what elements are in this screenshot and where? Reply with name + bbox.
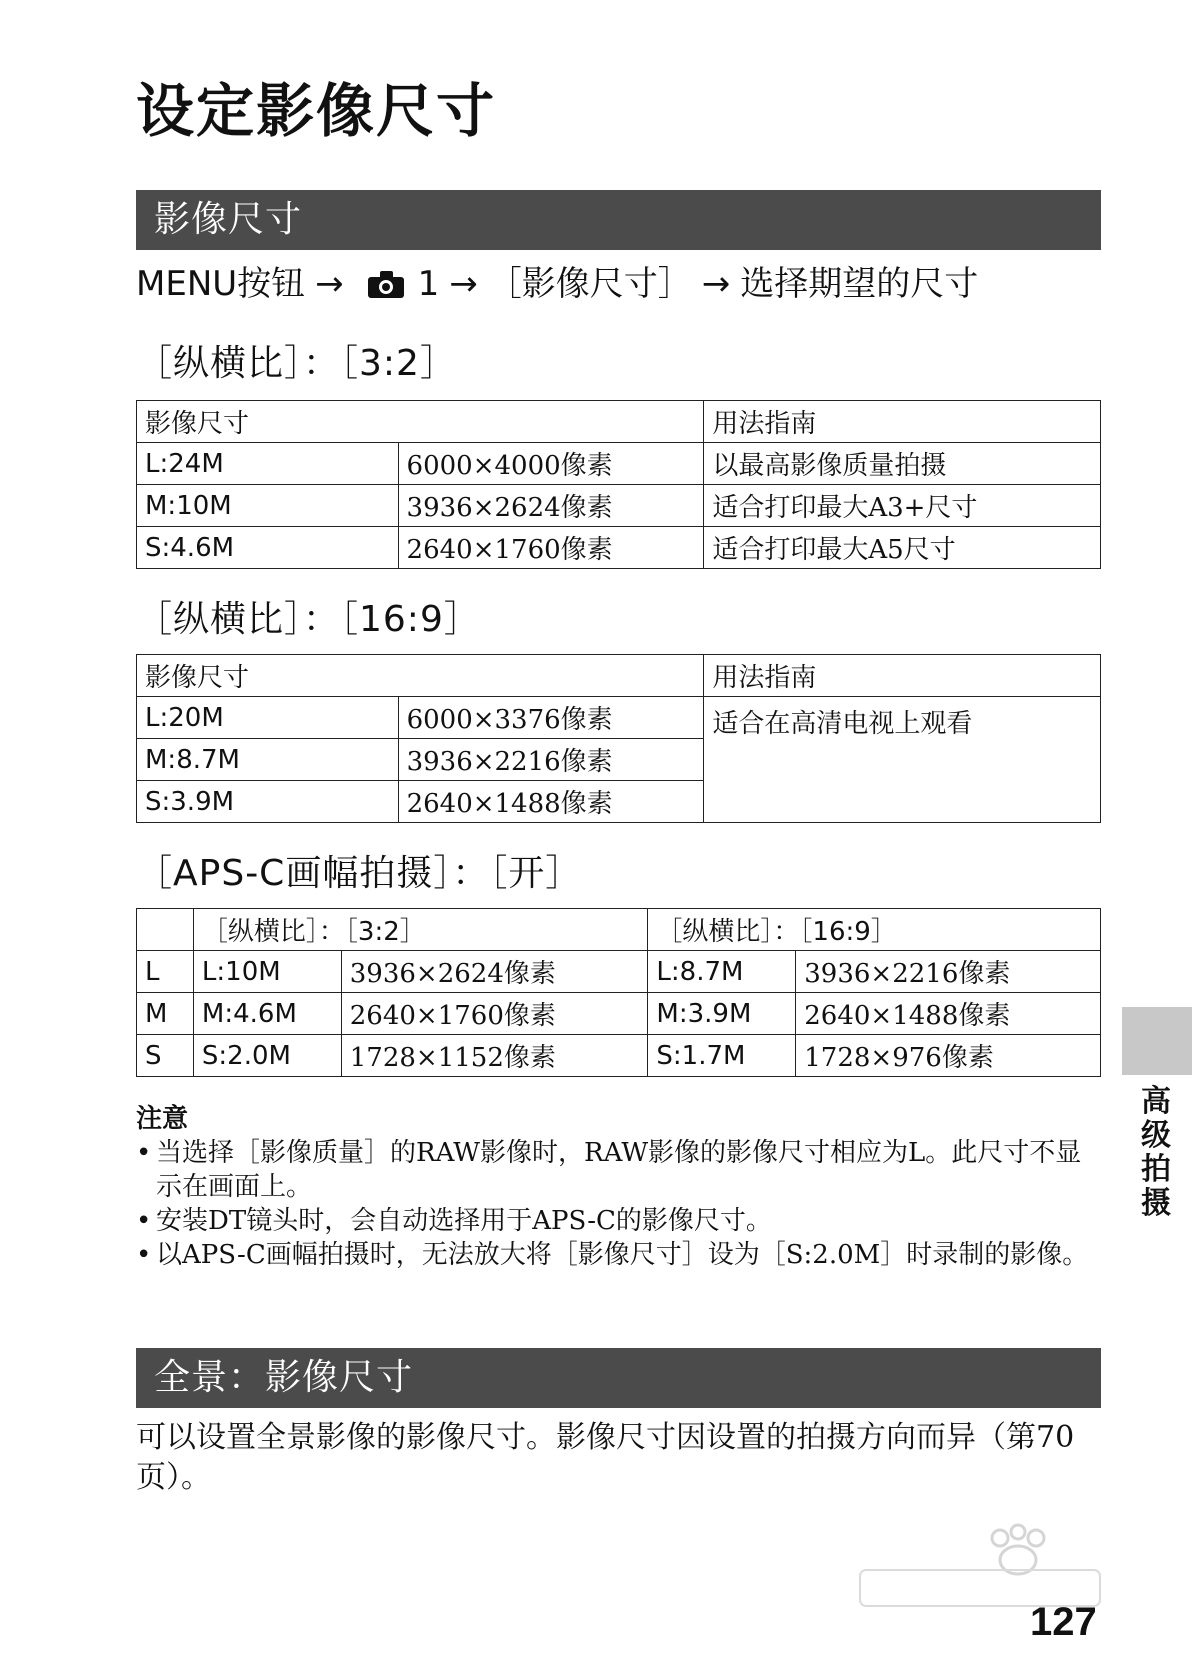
apsc-label: ［APS-C画幅拍摄］：［开］ bbox=[136, 853, 583, 894]
note-item: • 当选择［影像质量］的RAW影像时，RAW影像的影像尺寸相应为L。此尺寸不显示在画面上。 bbox=[136, 1136, 1096, 1204]
arrow-right-icon: → bbox=[315, 264, 344, 304]
side-tab-char: 级 bbox=[1141, 1118, 1171, 1153]
note-item: • 以APS-C画幅拍摄时，无法放大将［影像尺寸］设为［S:2.0M］时录制的影像。 bbox=[136, 1238, 1096, 1272]
menu-button-text: MENU按钮 bbox=[136, 264, 306, 304]
size-cell: M:10M bbox=[137, 485, 399, 527]
aspect-3-2-label: ［纵横比］：［3:2］ bbox=[136, 343, 457, 384]
camera-icon bbox=[368, 270, 404, 298]
side-tab-char: 摄 bbox=[1141, 1186, 1171, 1221]
usage-cell: 适合打印最大A5尺寸 bbox=[704, 527, 1101, 569]
usage-cell: 适合在高清电视上观看 bbox=[704, 697, 1101, 823]
pixels-cell: 1728×976像素 bbox=[796, 1035, 1101, 1077]
arrow-right-icon: → bbox=[449, 264, 478, 304]
header-image-size: 影像尺寸 bbox=[137, 401, 704, 443]
usage-cell: 以最高影像质量拍摄 bbox=[704, 443, 1101, 485]
table-row bbox=[137, 527, 1101, 569]
menu-page-number: 1 bbox=[417, 264, 440, 304]
menu-item-image-size: ［影像尺寸］ bbox=[487, 264, 692, 304]
page-number: 127 bbox=[1030, 1600, 1097, 1644]
aspect-3-2-table bbox=[136, 400, 1101, 569]
table-header-row bbox=[137, 909, 1101, 951]
pixels-cell: 2640×1488像素 bbox=[796, 993, 1101, 1035]
header-aspect-16-9: ［纵横比］：［16:9］ bbox=[648, 909, 1101, 951]
header-usage-guide: 用法指南 bbox=[704, 401, 1101, 443]
size-cell: S:1.7M bbox=[648, 1035, 796, 1077]
menu-action-text: 选择期望的尺寸 bbox=[740, 264, 979, 304]
pixels-cell: 2640×1760像素 bbox=[398, 527, 704, 569]
table-header-row bbox=[137, 401, 1101, 443]
pixels-cell: 3936×2624像素 bbox=[341, 951, 648, 993]
size-cell: S:2.0M bbox=[193, 1035, 341, 1077]
pixels-cell: 2640×1760像素 bbox=[341, 993, 648, 1035]
pixels-cell: 3936×2216像素 bbox=[796, 951, 1101, 993]
aspect-16-9-table bbox=[136, 654, 1101, 823]
pixels-cell: 1728×1152像素 bbox=[341, 1035, 648, 1077]
apsc-table bbox=[136, 908, 1101, 1077]
size-cell: L:8.7M bbox=[648, 951, 796, 993]
size-cell: L:20M bbox=[137, 697, 399, 739]
size-key-cell: L bbox=[137, 951, 194, 993]
size-key-cell: S bbox=[137, 1035, 194, 1077]
side-tab-char: 高 bbox=[1141, 1084, 1171, 1119]
pixels-cell: 2640×1488像素 bbox=[398, 781, 704, 823]
pixels-cell: 6000×4000像素 bbox=[398, 443, 704, 485]
header-usage-guide: 用法指南 bbox=[704, 655, 1101, 697]
pixels-cell: 3936×2216像素 bbox=[398, 739, 704, 781]
usage-cell: 适合打印最大A3+尺寸 bbox=[704, 485, 1101, 527]
table-row bbox=[137, 697, 1101, 739]
size-cell: L:10M bbox=[193, 951, 341, 993]
header-image-size: 影像尺寸 bbox=[137, 655, 704, 697]
size-cell: L:24M bbox=[137, 443, 399, 485]
size-cell: M:8.7M bbox=[137, 739, 399, 781]
notes-block bbox=[136, 1102, 1096, 1272]
side-tab-marker bbox=[1122, 1007, 1192, 1075]
empty-header-cell bbox=[137, 909, 194, 951]
side-tab-label bbox=[1126, 1085, 1186, 1221]
aspect-16-9-label: ［纵横比］：［16:9］ bbox=[136, 599, 481, 640]
menu-path bbox=[136, 262, 978, 306]
size-cell: M:4.6M bbox=[193, 993, 341, 1035]
table-row bbox=[137, 993, 1101, 1035]
side-tab-char: 拍 bbox=[1141, 1152, 1171, 1187]
table-row bbox=[137, 443, 1101, 485]
header-aspect-3-2: ［纵横比］：［3:2］ bbox=[193, 909, 648, 951]
page-title: 设定影像尺寸 bbox=[136, 77, 497, 145]
notes-title: 注意 bbox=[136, 1104, 189, 1134]
arrow-right-icon: → bbox=[701, 264, 731, 304]
section-heading-image-size: 影像尺寸 bbox=[136, 190, 1101, 250]
table-row bbox=[137, 951, 1101, 993]
note-item: • 安装DT镜头时，会自动选择用于APS-C的影像尺寸。 bbox=[136, 1204, 1096, 1238]
table-row bbox=[137, 1035, 1101, 1077]
size-cell: M:3.9M bbox=[648, 993, 796, 1035]
table-header-row bbox=[137, 655, 1101, 697]
pixels-cell: 6000×3376像素 bbox=[398, 697, 704, 739]
section-heading-panorama: 全景：影像尺寸 bbox=[136, 1348, 1101, 1408]
table-row bbox=[137, 485, 1101, 527]
size-cell: S:4.6M bbox=[137, 527, 399, 569]
size-key-cell: M bbox=[137, 993, 194, 1035]
pixels-cell: 3936×2624像素 bbox=[398, 485, 704, 527]
panorama-description: 可以设置全景影像的影像尺寸。影像尺寸因设置的拍摄方向而异（第70页）。 bbox=[136, 1420, 1075, 1495]
size-cell: S:3.9M bbox=[137, 781, 399, 823]
